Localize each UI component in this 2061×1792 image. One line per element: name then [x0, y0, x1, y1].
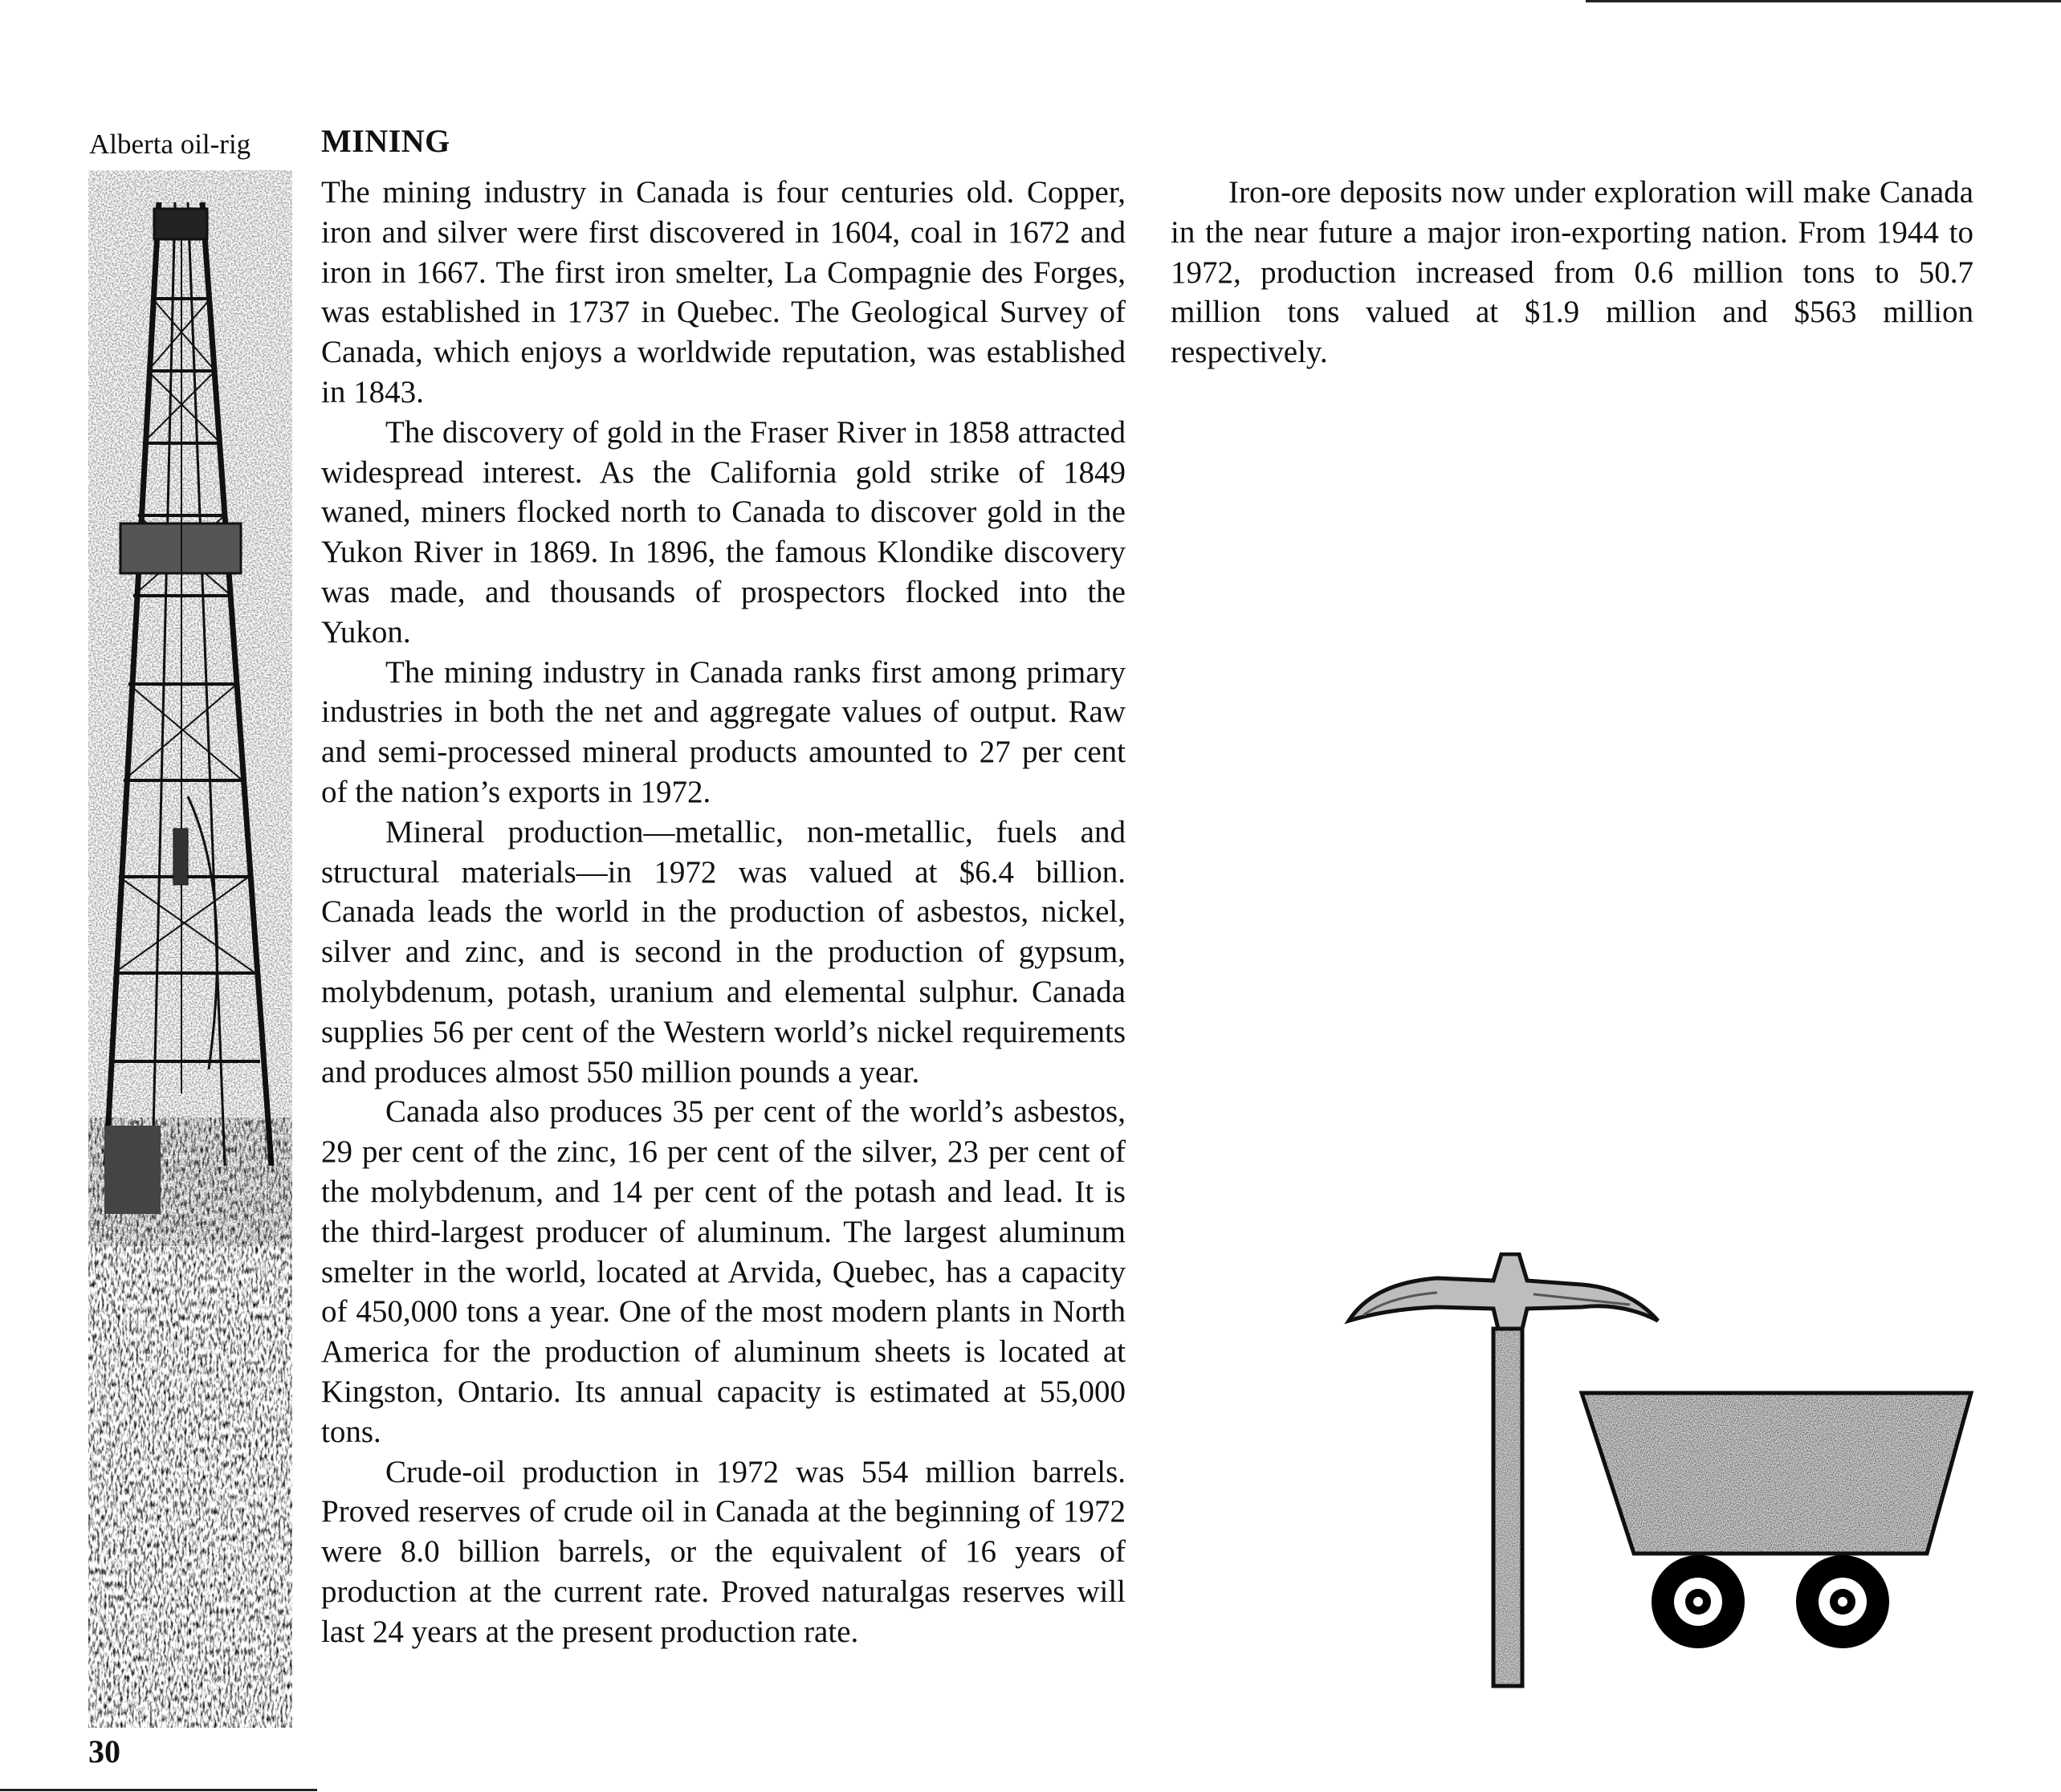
top-rule	[1586, 0, 2061, 2]
left-text-column	[321, 173, 1126, 1651]
section-heading: MINING	[321, 123, 450, 159]
paragraph: Canada also produces 35 per cent of the world’s asbestos, 29 per cent of the zinc, 16 per cent of the silver, 23 per cent of the molybdenum, and 14 per cent of the potash and lead. It is the third-largest producer of aluminum. The largest aluminum smelter in the world, located at Arvida, Quebec, has a capacity of 450,000 tons a year. One of the most modern plants in North America for the production of aluminum sheets is located at Kingston, Ontario. Its annual capacity is estimated at 55,000 tons.	[321, 1094, 1126, 1449]
paragraph: The mining industry in Canada ranks first among primary industries in both the net and aggregate values of output. Raw and semi-processed mineral products amounted to 27 per cent of the nation’s exports in 1972.	[321, 654, 1126, 809]
photo-caption: Alberta oil-rig	[89, 128, 251, 160]
paragraph: Crude-oil production in 1972 was 554 million barrels. Proved reserves of crude oil in Canada at the beginning of 1972 were 8.0 billion barrels, or the equivalent of 16 years of production at the current rate. Proved naturalgas reserves will last 24 years at the present production rate.	[321, 1454, 1126, 1649]
paragraph: Mineral production—metallic, non-metallic, fuels and structural materials—in 1972 was valued at $6.4 billion. Canada leads the world in the production of asbestos, nickel, silver and zinc, and is second in the production of gypsum, molybdenum, potash, uranium and elemental sulphur. Canada supplies 56 per cent of the Western world’s nickel requirements and produces almost 550 million pounds a year.	[321, 814, 1126, 1089]
paragraph: Iron-ore deposits now under exploration will make Canada in the near future a major iron-exporting nation. From 1944 to 1972, production increased from 0.6 million tons to 50.7 million tons valued at $1.9 million and $563 million respectively.	[1171, 175, 1973, 370]
pickaxe-and-mine-cart-illustration	[1341, 1252, 1975, 1702]
wheel-icon	[1796, 1555, 1889, 1648]
mine-cart-icon	[1582, 1393, 1971, 1648]
oil-rig-photo	[88, 170, 292, 1728]
right-text-column	[1171, 173, 1973, 373]
page-number: 30	[88, 1733, 120, 1770]
wheel-icon	[1652, 1555, 1745, 1648]
bottom-rule	[0, 1789, 317, 1791]
paragraph: The discovery of gold in the Fraser River in 1858 attracted widespread interest. As the California gold strike of 1849 waned, miners flocked north to Canada to discover gold in the Yukon River in 1869. In 1896, the famous Klondike discovery was made, and thousands of prospectors flocked into the Yukon.	[321, 414, 1126, 650]
paragraph: The mining industry in Canada is four centuries old. Copper, iron and silver were first discovered in 1604, coal in 1672 and iron in 1667. The first iron smelter, La Compagnie des Forges, was established in 1737 in Quebec. The Geological Survey of Canada, which enjoys a worldwide reputation, was established in 1843.	[321, 175, 1126, 409]
